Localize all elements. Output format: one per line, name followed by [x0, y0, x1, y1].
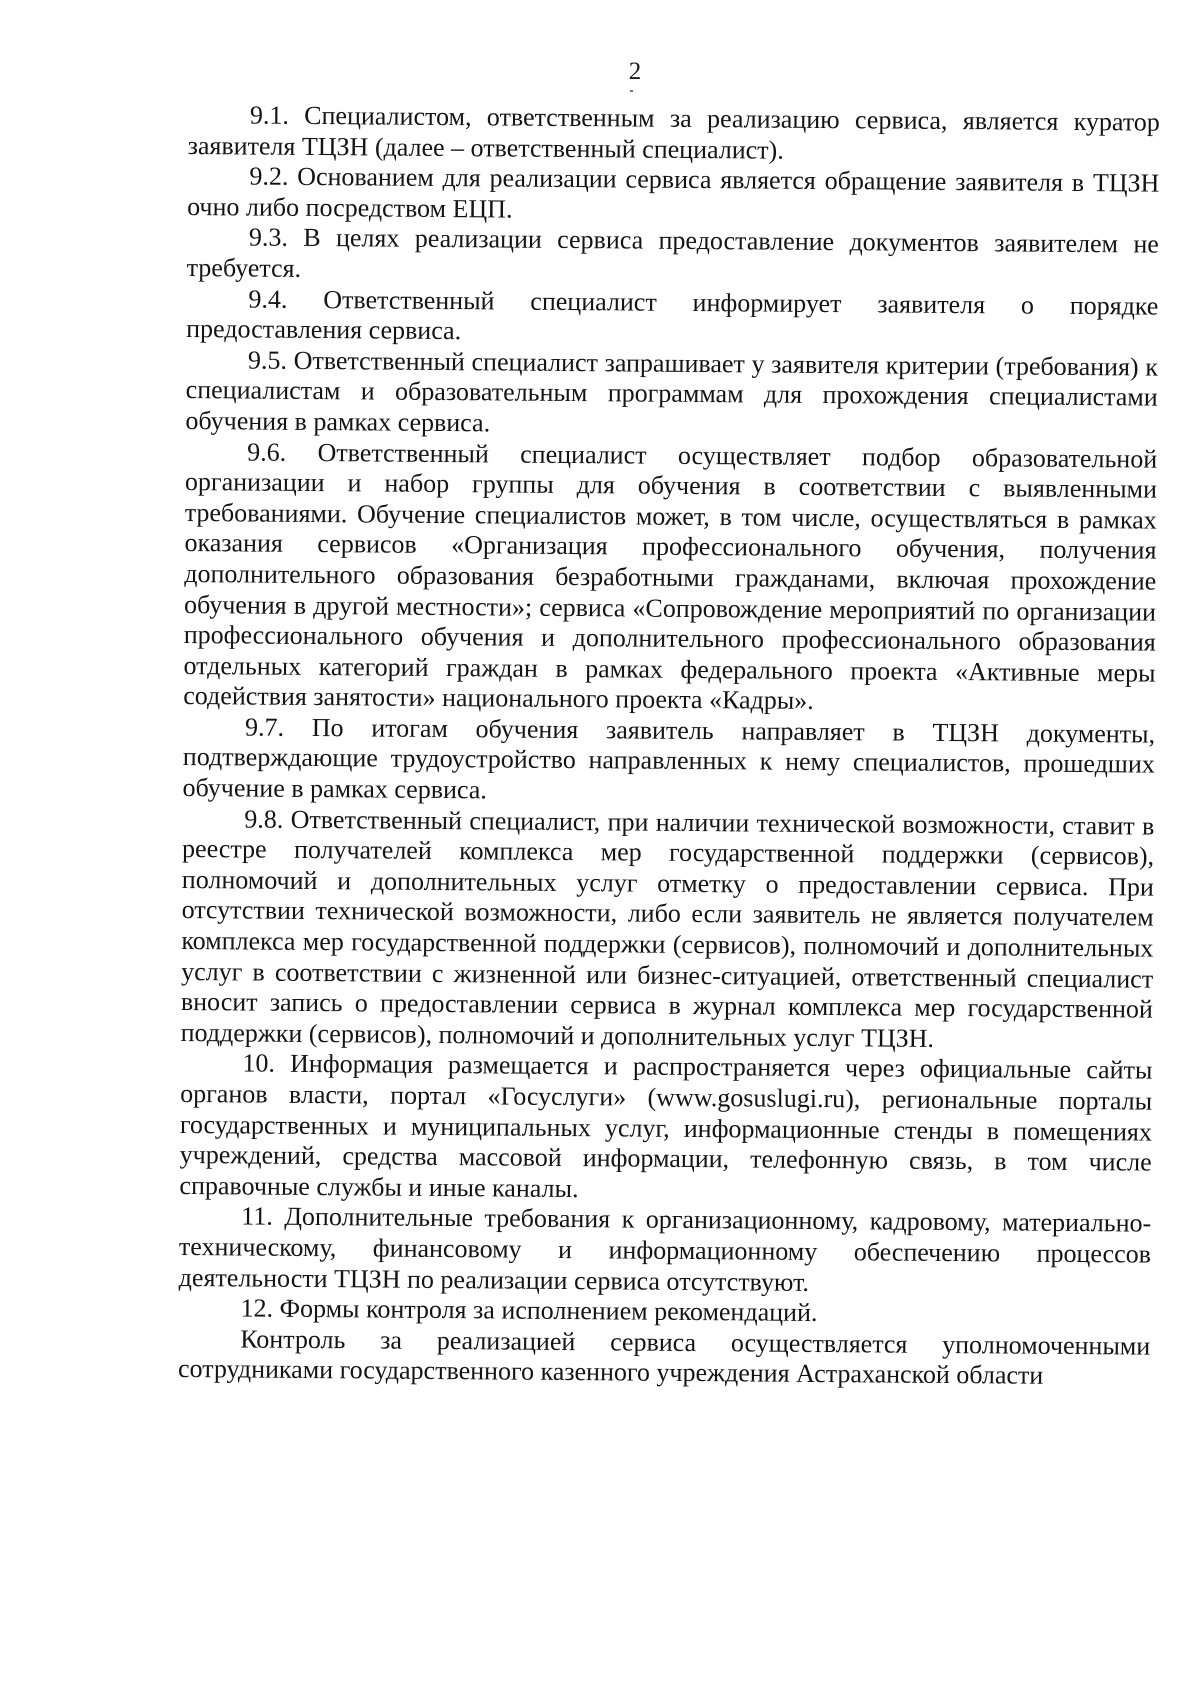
page-number: 2: [628, 58, 642, 85]
paragraph-control: Контроль за реализацией сервиса осуществляется уполномоченными сотрудниками государственного казенного учреждения Астраханской области: [177, 1324, 1151, 1391]
paragraph-9-7: 9.7. По итогам обучения заявитель направляет в ТЦЗН документы, подтверждающие трудоустройство направленных к нему специалистов, прошедших обучение в рамках сервиса.: [182, 712, 1156, 805]
paragraph-12: 12. Формы контроля за исполнением рекомендаций.: [240, 1293, 818, 1328]
scan-speck: [630, 90, 633, 92]
paragraph-9-4: 9.4. Ответственный специалист информирует заявителя о порядке предоставления сервиса.: [186, 284, 1159, 346]
paragraph-9-8: 9.8. Ответственный специалист, при наличии технической возможности, ставит в реестре получателей комплекса мер государственной поддержки (сервисов), полномочий и дополнительных услуг отметку о предоставлении сервиса. При отсутствии технической возможности, либо если заявитель не является получателем комплекса мер государственной поддержки (сервисов), полномочий и дополнительных услуг в соответствии с жизненной или бизнес-ситуацией, ответственный специалист вносит запись о предоставлении сервиса в журнал комплекса мер государственной поддержки (сервисов), полномочий и дополнительных услуг ТЦЗН.: [180, 804, 1155, 1053]
paragraph-9-5: 9.5. Ответственный специалист запрашивает у заявителя критерии (требования) к специалистам и образовательным программам для прохождения специалистами обучения в рамках сервиса.: [185, 345, 1159, 438]
document-body: [178, 100, 1160, 1393]
paragraph-9-3: 9.3. В целях реализации сервиса предоставление документов заявителем не требуется.: [186, 222, 1160, 283]
paragraph-9-2: 9.2. Основанием для реализации сервиса является обращение заявителя в ТЦЗН очно либо посредством ЕЦП.: [187, 161, 1160, 224]
paragraph-9-1: 9.1. Специалистом, ответственным за реализацию сервиса, является куратор заявителя ТЦЗН (далее – ответственный специалист).: [187, 100, 1160, 165]
paragraph-9-6: 9.6. Ответственный специалист осуществляет подбор образовательной организации и набор группы для обучения в соответствии с выявленными требованиями. Обучение специалистов может, в том числе, осуществляться в рамках оказания сервисов «Организация профессионального обучения, получения дополнительного образования безработными гражданами, включая прохождение обучения в другой местности»; сервиса «Сопровождение мероприятий по организации профессионального обучения и дополнительного профессионального образования отдельных категорий граждан в рамках федерального проекта «Активные меры содействия занятости» национального проекта «Кадры».: [183, 437, 1158, 716]
paragraph-11: 11. Дополнительные требования к организационному, кадровому, материально-техническому, финансовому и информационному обеспечению процессов деятельности ТЦЗН по реализации сервиса отсутствуют.: [178, 1201, 1152, 1297]
paragraph-10: 10. Информация размещается и распространяется через официальные сайты органов власти, портал «Госуслуги» (www.gosuslugi.ru), региональные порталы государственных и муниципальных услуг, информационные стенды в помещениях учреждений, средства массовой информации, телефонную связь, в том числе справочные службы и иные каналы.: [179, 1048, 1153, 1203]
